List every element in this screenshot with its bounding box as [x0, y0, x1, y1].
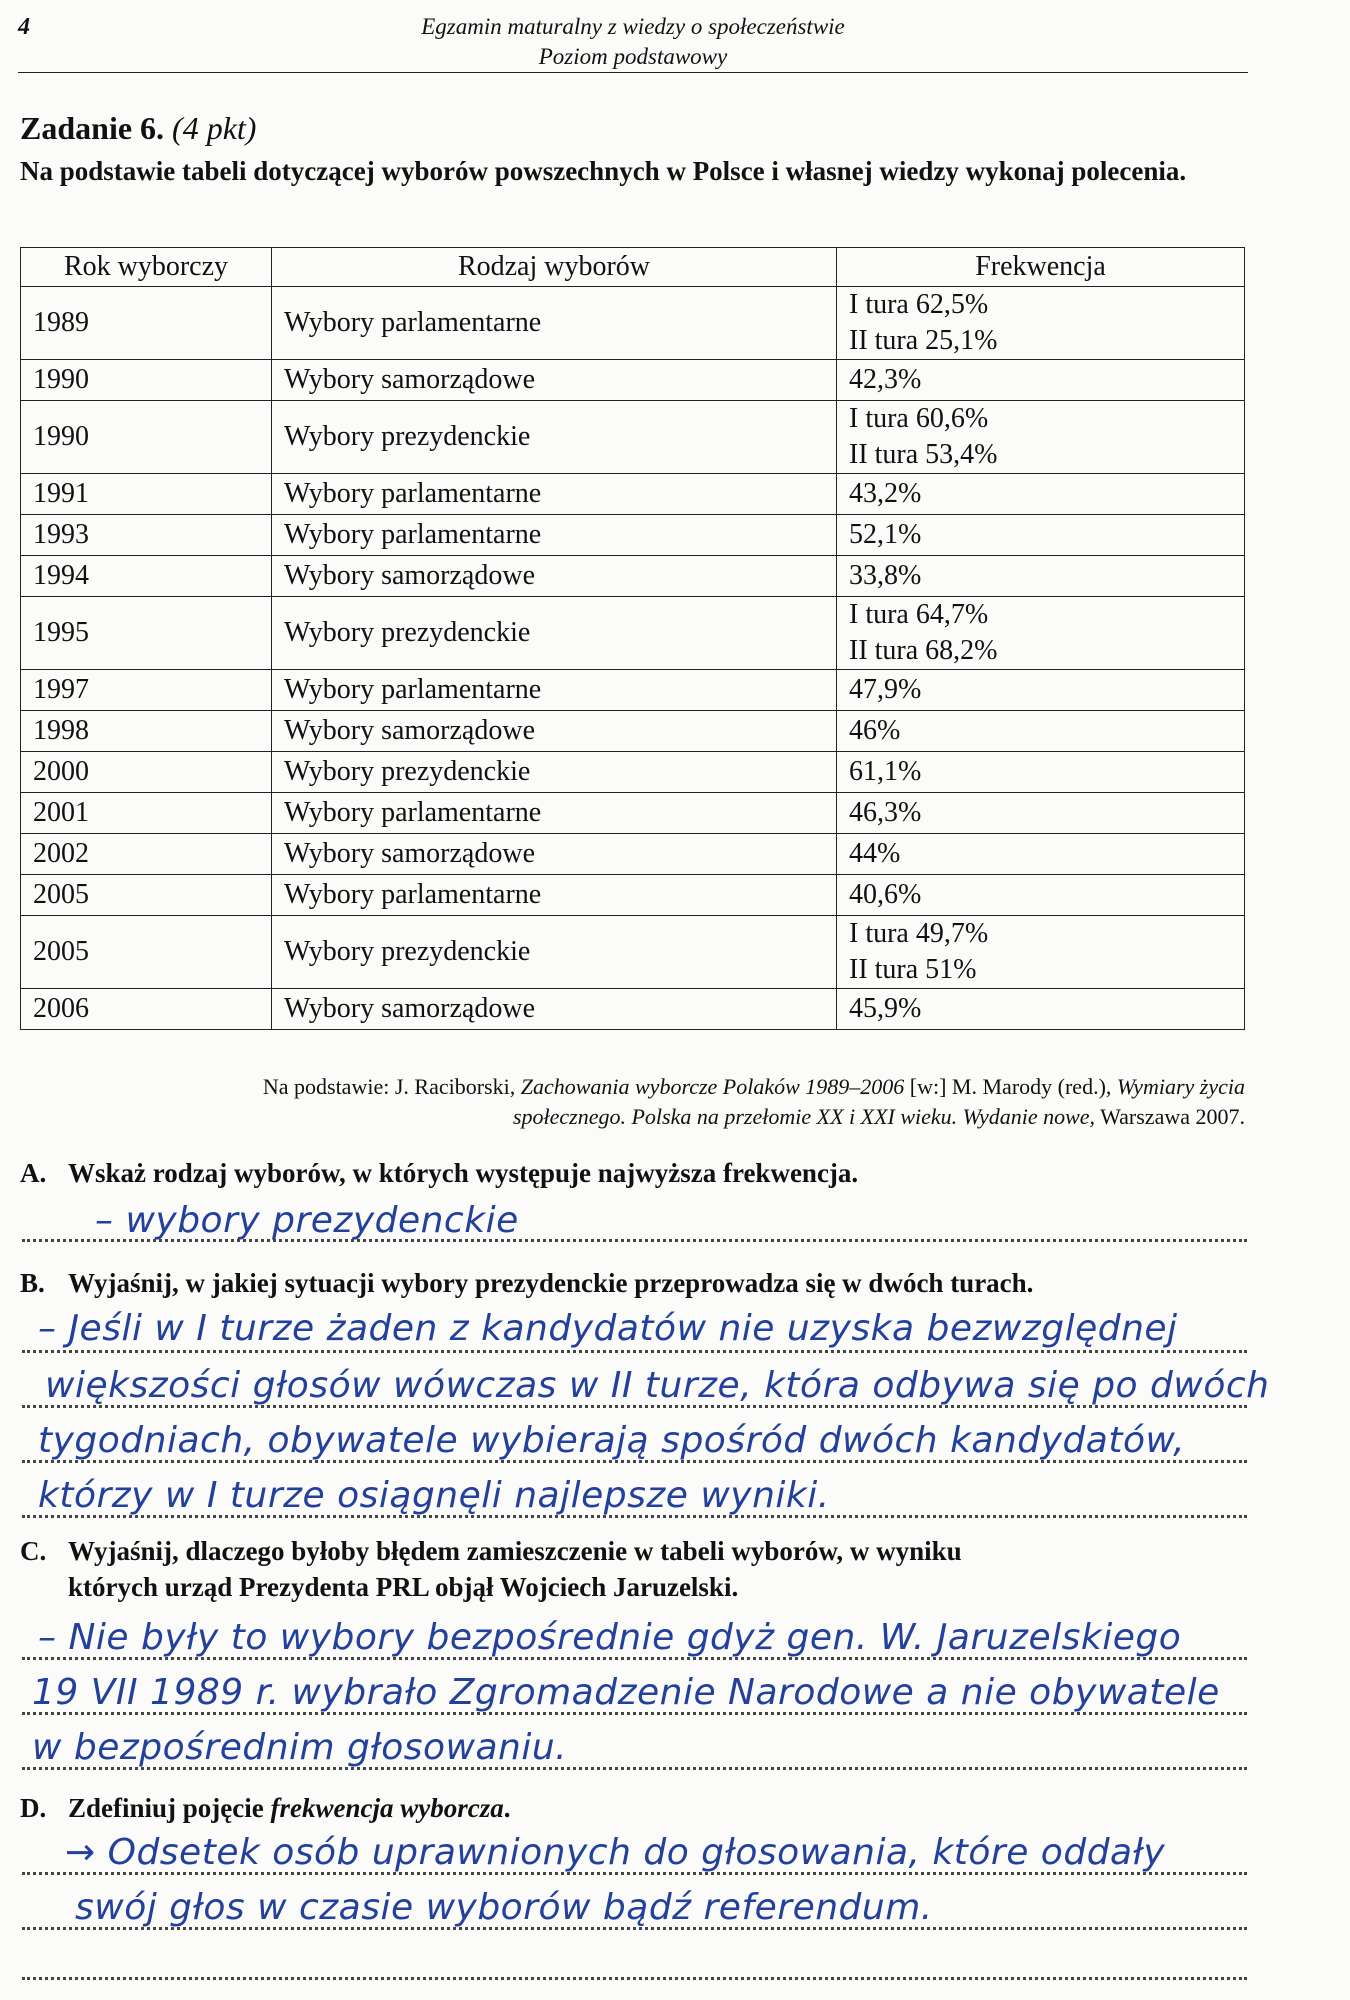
table-header-row [21, 248, 1245, 287]
cell-turnout [837, 556, 1245, 597]
cell-type: Wybory parlamentarne [272, 793, 837, 834]
answer-c-line-1: – Nie były to wybory bezpośrednie gdyż gen. W. Jaruzelskiego [38, 1617, 1182, 1658]
cell-type: Wybory prezydenckie [272, 401, 837, 474]
table-row [21, 360, 1245, 401]
turnout-value: II tura 25,1% [849, 325, 998, 356]
answer-b-dotline-3 [22, 1458, 1247, 1463]
question-c-text-1: Wyjaśnij, dlaczego byłoby błędem zamieszczenie w tabeli wyborów, w wyniku [68, 1536, 962, 1566]
cell-year: 1993 [21, 515, 272, 556]
header-type: Rodzaj wyborów [272, 248, 837, 287]
question-c-letter: C. [20, 1536, 47, 1566]
turnout-value: II tura 68,2% [849, 635, 998, 666]
source-prefix: Na podstawie: J. Raciborski, [262, 1074, 521, 1099]
exam-level: Poziom podstawowy [538, 44, 728, 69]
answer-b-line-1: – Jeśli w I turze żaden z kandydatów nie uzyska bezwzględnej [38, 1308, 1178, 1349]
source-mid: [w:] M. Marody (red.), [904, 1074, 1117, 1099]
question-a-text: Wskaż rodzaj wyborów, w których występuje najwyższa frekwencja. [68, 1158, 859, 1188]
question-a [20, 1155, 1250, 1191]
cell-year: 2001 [21, 793, 272, 834]
cell-turnout [837, 711, 1245, 752]
table-row [21, 916, 1245, 989]
source-volume-b: społecznego. Polska na przełomie XX i XXI wieku. Wydanie nowe, [512, 1104, 1096, 1129]
task-points: (4 pkt) [172, 110, 257, 146]
question-b-letter: B. [20, 1268, 45, 1298]
turnout-value: II tura 51% [849, 954, 977, 985]
table-row [21, 287, 1245, 360]
question-b-text: Wyjaśnij, w jakiej sytuacji wybory prezydenckie przeprowadza się w dwóch turach. [68, 1268, 1034, 1298]
source-book: Zachowania wyborcze Polaków 1989–2006 [520, 1074, 905, 1099]
cell-type: Wybory parlamentarne [272, 515, 837, 556]
answer-c-dotline-1 [22, 1655, 1247, 1660]
cell-type: Wybory parlamentarne [272, 875, 837, 916]
cell-type: Wybory samorządowe [272, 556, 837, 597]
answer-c-line-3: w bezpośrednim głosowaniu. [32, 1727, 568, 1768]
turnout-value: 46,3% [849, 797, 922, 828]
answer-d-line-2: swój głos w czasie wyborów bądź referendum. [75, 1887, 933, 1928]
turnout-value: 33,8% [849, 560, 922, 591]
turnout-value: I tura 60,6% [849, 403, 989, 434]
table-row [21, 401, 1245, 474]
table-row [21, 474, 1245, 515]
cell-year: 2005 [21, 875, 272, 916]
answer-c-dotline-3 [22, 1765, 1247, 1770]
answer-b-line-3: tygodniach, obywatele wybierają spośród dwóch kandydatów, [38, 1420, 1186, 1461]
cell-turnout [837, 670, 1245, 711]
cell-type: Wybory prezydenckie [272, 916, 837, 989]
cell-type: Wybory samorządowe [272, 834, 837, 875]
cell-turnout [837, 360, 1245, 401]
answer-d-dotline-2 [22, 1925, 1247, 1930]
answer-a-line-1: – wybory prezydenckie [95, 1200, 519, 1241]
cell-year: 1994 [21, 556, 272, 597]
question-c [20, 1533, 1250, 1605]
cell-year: 1990 [21, 401, 272, 474]
cell-year: 2000 [21, 752, 272, 793]
elections-table [20, 247, 1245, 1030]
question-d [20, 1790, 1250, 1826]
answer-d-dotline-3 [22, 1975, 1247, 1980]
table-row [21, 711, 1245, 752]
answer-b-line-4: którzy w I turze osiągnęli najlepsze wyniki. [38, 1475, 830, 1516]
cell-year: 1998 [21, 711, 272, 752]
cell-turnout [837, 793, 1245, 834]
cell-type: Wybory samorządowe [272, 360, 837, 401]
cell-turnout [837, 989, 1245, 1030]
source-volume-a: Wymiary życia [1116, 1074, 1245, 1099]
table-row [21, 752, 1245, 793]
question-d-letter: D. [20, 1793, 47, 1823]
cell-type: Wybory prezydenckie [272, 597, 837, 670]
cell-year: 1990 [21, 360, 272, 401]
cell-year: 2002 [21, 834, 272, 875]
answer-d-line-1: → Odsetek osób uprawnionych do głosowania, które oddały [65, 1832, 1166, 1873]
cell-type: Wybory parlamentarne [272, 287, 837, 360]
exam-title: Egzamin maturalny z wiedzy o społeczeństwie [421, 14, 845, 39]
question-d-term: frekwencja wyborcza [270, 1793, 504, 1823]
cell-turnout [837, 916, 1245, 989]
cell-year: 1989 [21, 287, 272, 360]
question-b [20, 1265, 1250, 1301]
turnout-value: 47,9% [849, 674, 922, 705]
cell-turnout [837, 834, 1245, 875]
turnout-value: 44% [849, 838, 901, 869]
cell-type: Wybory parlamentarne [272, 474, 837, 515]
answer-a-dotline [22, 1237, 1247, 1242]
cell-turnout [837, 752, 1245, 793]
turnout-value: 40,6% [849, 879, 922, 910]
answer-b-line-2: większości głosów wówczas w II turze, która odbywa się po dwóch [45, 1365, 1270, 1406]
cell-year: 2005 [21, 916, 272, 989]
task-number: Zadanie 6. [20, 110, 165, 146]
cell-year: 1995 [21, 597, 272, 670]
turnout-value: 43,2% [849, 478, 922, 509]
table-row [21, 989, 1245, 1030]
cell-turnout [837, 515, 1245, 556]
task-title [20, 110, 256, 147]
answer-c-dotline-2 [22, 1710, 1247, 1715]
table-row [21, 793, 1245, 834]
answer-b-dotline-2 [22, 1403, 1247, 1408]
table-row [21, 515, 1245, 556]
answer-b-dotline-1 [22, 1348, 1247, 1353]
cell-turnout [837, 401, 1245, 474]
turnout-value: 52,1% [849, 519, 922, 550]
table-row [21, 875, 1245, 916]
task-intro: Na podstawie tabeli dotyczącej wyborów powszechnych w Polsce i własnej wiedzy wykonaj polecenia. [20, 156, 1187, 186]
table-row [21, 556, 1245, 597]
cell-type: Wybory samorządowe [272, 711, 837, 752]
turnout-value: II tura 53,4% [849, 439, 998, 470]
answer-c-line-2: 19 VII 1989 r. wybrało Zgromadzenie Narodowe a nie obywatele [32, 1672, 1220, 1713]
cell-type: Wybory samorządowe [272, 989, 837, 1030]
turnout-value: I tura 49,7% [849, 918, 989, 949]
cell-turnout [837, 287, 1245, 360]
turnout-value: 46% [849, 715, 901, 746]
turnout-value: I tura 62,5% [849, 289, 989, 320]
table-row [21, 670, 1245, 711]
source-citation [20, 1072, 1245, 1132]
cell-year: 1991 [21, 474, 272, 515]
question-d-text-suffix: . [503, 1793, 511, 1823]
answer-b-dotline-4 [22, 1513, 1247, 1518]
cell-turnout [837, 474, 1245, 515]
question-d-text-prefix: Zdefiniuj pojęcie [68, 1793, 271, 1823]
table-row [21, 597, 1245, 670]
question-a-letter: A. [20, 1158, 47, 1188]
turnout-value: I tura 64,7% [849, 599, 989, 630]
turnout-value: 45,9% [849, 993, 922, 1024]
page-number: 4 [18, 14, 30, 40]
table-body [21, 287, 1245, 1030]
turnout-value: 42,3% [849, 364, 922, 395]
turnout-value: 61,1% [849, 756, 922, 787]
page-header [18, 10, 1248, 73]
header-year: Rok wyborczy [21, 248, 272, 287]
cell-type: Wybory prezydenckie [272, 752, 837, 793]
cell-turnout [837, 597, 1245, 670]
header-turnout: Frekwencja [837, 248, 1245, 287]
answer-d-dotline-1 [22, 1870, 1247, 1875]
cell-type: Wybory parlamentarne [272, 670, 837, 711]
question-c-text-2: których urząd Prezydenta PRL objął Wojciech Jaruzelski. [68, 1572, 739, 1602]
source-suffix: Warszawa 2007. [1095, 1104, 1245, 1129]
cell-turnout [837, 875, 1245, 916]
cell-year: 1997 [21, 670, 272, 711]
table-row [21, 834, 1245, 875]
cell-year: 2006 [21, 989, 272, 1030]
